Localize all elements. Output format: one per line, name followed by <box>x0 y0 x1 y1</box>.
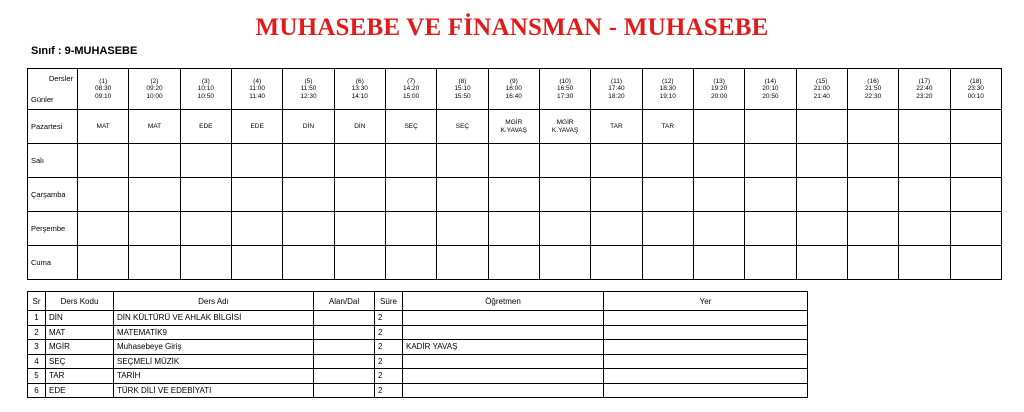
schedule-cell <box>78 212 129 246</box>
legend-sr: 4 <box>28 354 46 369</box>
schedule-cell <box>745 246 796 280</box>
legend-column-header: Ders Kodu <box>46 292 114 311</box>
schedule-cell <box>437 178 488 212</box>
legend-column-header: Yer <box>604 292 808 311</box>
schedule-cell <box>899 178 950 212</box>
schedule-cell <box>950 212 1001 246</box>
cell-course: SEÇ <box>455 122 470 130</box>
legend-sr: 6 <box>28 383 46 398</box>
legend-course-code: EDE <box>46 383 114 398</box>
legend-teacher <box>403 311 604 326</box>
period-start: 11:00 <box>249 85 266 93</box>
schedule-cell <box>950 178 1001 212</box>
cell-teacher: K.YAVAŞ <box>500 126 527 134</box>
legend-column-header: Alan/Dal <box>314 292 375 311</box>
schedule-cell <box>283 144 334 178</box>
period-header <box>539 69 590 110</box>
schedule-cell <box>231 246 282 280</box>
period-start: 16:00 <box>505 85 522 93</box>
period-header <box>180 69 231 110</box>
legend-field <box>314 369 375 384</box>
period-header <box>745 69 796 110</box>
schedule-cell <box>437 246 488 280</box>
schedule-cell <box>591 110 642 144</box>
schedule-cell <box>180 178 231 212</box>
period-number: (16) <box>867 77 879 85</box>
period-end: 22:30 <box>864 92 882 100</box>
period-number: (8) <box>458 77 467 85</box>
class-label: Sınıf : 9-MUHASEBE <box>31 45 138 57</box>
period-end: 17:30 <box>556 92 574 100</box>
period-header <box>899 69 950 110</box>
period-start: 10:10 <box>197 85 214 93</box>
schedule-cell <box>129 144 180 178</box>
period-end: 11:40 <box>249 92 266 100</box>
cell-course: EDE <box>199 122 213 130</box>
period-end: 10:00 <box>146 92 163 100</box>
schedule-cell <box>283 212 334 246</box>
period-number: (7) <box>407 77 416 85</box>
schedule-cell <box>334 110 385 144</box>
schedule-day-row <box>28 110 1002 144</box>
cell-course: TAR <box>610 122 623 130</box>
schedule-cell <box>180 110 231 144</box>
day-name: Perşembe <box>28 212 78 246</box>
schedule-header-row <box>28 69 1002 110</box>
schedule-cell <box>950 246 1001 280</box>
legend-row <box>28 369 808 384</box>
legend-row <box>28 354 808 369</box>
legend-teacher <box>403 383 604 398</box>
period-header <box>796 69 847 110</box>
cell-teacher: K.YAVAŞ <box>551 126 579 134</box>
schedule-cell <box>796 212 847 246</box>
legend-sr: 1 <box>28 311 46 326</box>
schedule-cell <box>950 144 1001 178</box>
schedule-cell <box>334 178 385 212</box>
schedule-cell <box>745 212 796 246</box>
legend-course-name: SEÇMELİ MÜZİK <box>114 354 314 369</box>
period-number: (12) <box>661 77 674 85</box>
schedule-cell <box>385 110 436 144</box>
schedule-cell <box>591 178 642 212</box>
period-end: 23:20 <box>916 92 933 100</box>
legend-course-code: MGİR <box>46 340 114 355</box>
schedule-day-row <box>28 178 1002 212</box>
schedule-cell <box>539 144 590 178</box>
schedule-cell <box>539 178 590 212</box>
schedule-cell <box>796 246 847 280</box>
legend-course-code: MAT <box>46 325 114 340</box>
period-header <box>385 69 436 110</box>
legend-sr: 3 <box>28 340 46 355</box>
day-name: Çarşamba <box>28 178 78 212</box>
cell-course: MGİR <box>556 118 574 126</box>
period-start: 20:10 <box>762 85 779 93</box>
legend-course-code: SEÇ <box>46 354 114 369</box>
period-header <box>591 69 642 110</box>
period-end: 21:40 <box>813 92 830 100</box>
schedule-table <box>27 68 1002 280</box>
schedule-cell <box>129 246 180 280</box>
period-start: 21:50 <box>864 85 882 93</box>
schedule-cell <box>693 212 744 246</box>
period-start: 08:30 <box>95 85 112 93</box>
legend-place <box>604 383 808 398</box>
legend-place <box>604 311 808 326</box>
corner-label-gunler: Günler <box>31 95 54 104</box>
schedule-cell <box>847 246 898 280</box>
schedule-cell <box>847 144 898 178</box>
legend-column-header: Sr <box>28 292 46 311</box>
schedule-cell <box>78 144 129 178</box>
legend-course-name: TÜRK DİLİ VE EDEBİYATI <box>114 383 314 398</box>
legend-place <box>604 340 808 355</box>
schedule-cell <box>488 178 539 212</box>
period-header <box>693 69 744 110</box>
period-header <box>78 69 129 110</box>
legend-field <box>314 311 375 326</box>
page-title: MUHASEBE VE FİNANSMAN - MUHASEBE <box>255 14 769 41</box>
schedule-cell <box>129 212 180 246</box>
schedule-cell <box>745 144 796 178</box>
period-header <box>437 69 488 110</box>
legend-column-header: Öğretmen <box>403 292 604 311</box>
legend-course-code: TAR <box>46 369 114 384</box>
period-number: (17) <box>918 77 931 85</box>
legend-place <box>604 369 808 384</box>
schedule-cell <box>385 144 436 178</box>
cell-course: DİN <box>302 122 315 130</box>
period-number: (6) <box>355 77 364 85</box>
legend-field <box>314 383 375 398</box>
period-number: (18) <box>970 77 982 85</box>
schedule-cell <box>385 178 436 212</box>
cell-course: SEÇ <box>404 122 418 130</box>
legend-duration: 2 <box>375 354 403 369</box>
period-end: 14:10 <box>351 92 368 100</box>
legend-course-name: TARİH <box>114 369 314 384</box>
legend-duration: 2 <box>375 340 403 355</box>
schedule-cell <box>437 144 488 178</box>
legend-row <box>28 311 808 326</box>
period-start: 18:30 <box>659 85 676 93</box>
schedule-cell <box>591 246 642 280</box>
schedule-cell <box>642 246 693 280</box>
schedule-cell <box>231 110 282 144</box>
schedule-cell <box>78 110 129 144</box>
period-end: 00:10 <box>967 92 984 100</box>
schedule-cell <box>847 212 898 246</box>
period-start: 17:40 <box>608 85 625 93</box>
schedule-cell <box>180 212 231 246</box>
legend-field <box>314 354 375 369</box>
cell-course: MAT <box>147 122 162 130</box>
day-name: Cuma <box>28 246 78 280</box>
period-end: 09:10 <box>95 92 112 100</box>
schedule-cell <box>488 212 539 246</box>
period-start: 14:20 <box>402 85 420 93</box>
cell-course: MGİR <box>505 118 523 126</box>
period-number: (15) <box>815 77 828 85</box>
schedule-cell <box>642 178 693 212</box>
schedule-cell <box>231 178 282 212</box>
period-end: 18:20 <box>608 92 625 100</box>
legend-row <box>28 383 808 398</box>
corner-label-dersler: Dersler <box>48 74 73 83</box>
schedule-cell <box>488 246 539 280</box>
legend-duration: 2 <box>375 383 403 398</box>
legend-column-header: Ders Adı <box>114 292 314 311</box>
period-header <box>642 69 693 110</box>
period-header <box>488 69 539 110</box>
legend-sr: 2 <box>28 325 46 340</box>
schedule-cell <box>488 110 539 144</box>
legend-course-name: DİN KÜLTÜRÜ VE AHLAK BİLGİSİ <box>114 311 314 326</box>
schedule-cell <box>437 110 488 144</box>
legend-duration: 2 <box>375 325 403 340</box>
legend-duration: 2 <box>375 369 403 384</box>
period-start: 21:00 <box>813 85 830 93</box>
schedule-cell <box>539 246 590 280</box>
period-end: 15:50 <box>454 92 471 100</box>
schedule-cell <box>950 110 1001 144</box>
course-legend-table <box>27 291 808 398</box>
period-number: (9) <box>509 77 518 85</box>
schedule-cell <box>745 178 796 212</box>
schedule-corner-cell <box>28 69 78 110</box>
schedule-cell <box>385 212 436 246</box>
period-start: 16:50 <box>556 85 574 93</box>
period-number: (13) <box>713 77 725 85</box>
schedule-cell <box>129 178 180 212</box>
schedule-cell <box>796 144 847 178</box>
cell-course: MAT <box>96 122 110 130</box>
legend-teacher: KADİR YAVAŞ <box>403 340 604 355</box>
day-name: Pazartesi <box>28 110 78 144</box>
period-end: 20:00 <box>710 92 728 100</box>
schedule-cell <box>745 110 796 144</box>
legend-course-name: MATEMATİK9 <box>114 325 314 340</box>
schedule-cell <box>591 212 642 246</box>
cell-course: EDE <box>250 122 264 130</box>
schedule-cell <box>231 212 282 246</box>
schedule-cell <box>180 144 231 178</box>
period-header <box>129 69 180 110</box>
legend-row <box>28 340 808 355</box>
schedule-cell <box>693 246 744 280</box>
period-end: 12:30 <box>300 92 317 100</box>
period-number: (11) <box>610 77 622 85</box>
legend-column-header: Süre <box>375 292 403 311</box>
period-header <box>847 69 898 110</box>
schedule-cell <box>539 212 590 246</box>
legend-duration: 2 <box>375 311 403 326</box>
period-end: 20:50 <box>762 92 779 100</box>
schedule-cell <box>796 178 847 212</box>
period-start: 19:20 <box>710 85 728 93</box>
period-number: (4) <box>253 77 262 85</box>
schedule-cell <box>539 110 590 144</box>
legend-field <box>314 325 375 340</box>
schedule-cell <box>591 144 642 178</box>
schedule-cell <box>899 246 950 280</box>
legend-place <box>604 325 808 340</box>
schedule-cell <box>642 212 693 246</box>
period-number: (10) <box>559 77 571 85</box>
legend-place <box>604 354 808 369</box>
period-start: 15:10 <box>454 85 471 93</box>
schedule-cell <box>847 178 898 212</box>
schedule-day-row <box>28 144 1002 178</box>
schedule-cell <box>129 110 180 144</box>
legend-sr: 5 <box>28 369 46 384</box>
schedule-cell <box>334 144 385 178</box>
schedule-cell <box>488 144 539 178</box>
schedule-cell <box>78 178 129 212</box>
period-start: 23:30 <box>967 85 984 93</box>
schedule-cell <box>334 212 385 246</box>
schedule-cell <box>642 144 693 178</box>
legend-header-row <box>28 292 808 311</box>
schedule-cell <box>899 144 950 178</box>
period-header <box>283 69 334 110</box>
period-end: 15:00 <box>402 92 420 100</box>
schedule-cell <box>796 110 847 144</box>
schedule-cell <box>693 178 744 212</box>
schedule-cell <box>437 212 488 246</box>
period-header <box>334 69 385 110</box>
period-end: 16:40 <box>505 92 522 100</box>
schedule-cell <box>385 246 436 280</box>
period-number: (2) <box>150 77 159 85</box>
period-number: (5) <box>304 77 313 85</box>
legend-course-code: DİN <box>46 311 114 326</box>
period-start: 22:40 <box>916 85 933 93</box>
legend-row <box>28 325 808 340</box>
schedule-cell <box>847 110 898 144</box>
legend-teacher <box>403 369 604 384</box>
cell-course: DİN <box>354 122 366 130</box>
legend-teacher <box>403 325 604 340</box>
schedule-cell <box>78 246 129 280</box>
schedule-day-row <box>28 246 1002 280</box>
legend-field <box>314 340 375 355</box>
schedule-cell <box>899 212 950 246</box>
period-end: 10:50 <box>197 92 214 100</box>
period-start: 09:20 <box>146 85 163 93</box>
schedule-cell <box>283 246 334 280</box>
period-end: 19:10 <box>659 92 676 100</box>
period-header <box>950 69 1001 110</box>
schedule-day-row <box>28 212 1002 246</box>
period-number: (1) <box>99 77 108 85</box>
cell-course: TAR <box>661 122 675 130</box>
schedule-cell <box>693 110 744 144</box>
period-start: 13:30 <box>351 85 368 93</box>
schedule-cell <box>180 246 231 280</box>
schedule-cell <box>283 178 334 212</box>
schedule-cell <box>334 246 385 280</box>
legend-teacher <box>403 354 604 369</box>
period-header <box>231 69 282 110</box>
schedule-cell <box>899 110 950 144</box>
day-name: Salı <box>28 144 78 178</box>
legend-course-name: Muhasebeye Giriş <box>114 340 314 355</box>
schedule-cell <box>231 144 282 178</box>
schedule-cell <box>283 110 334 144</box>
schedule-cell <box>693 144 744 178</box>
period-number: (14) <box>764 77 777 85</box>
period-number: (3) <box>201 77 210 85</box>
schedule-cell <box>642 110 693 144</box>
period-start: 11:50 <box>300 85 317 93</box>
